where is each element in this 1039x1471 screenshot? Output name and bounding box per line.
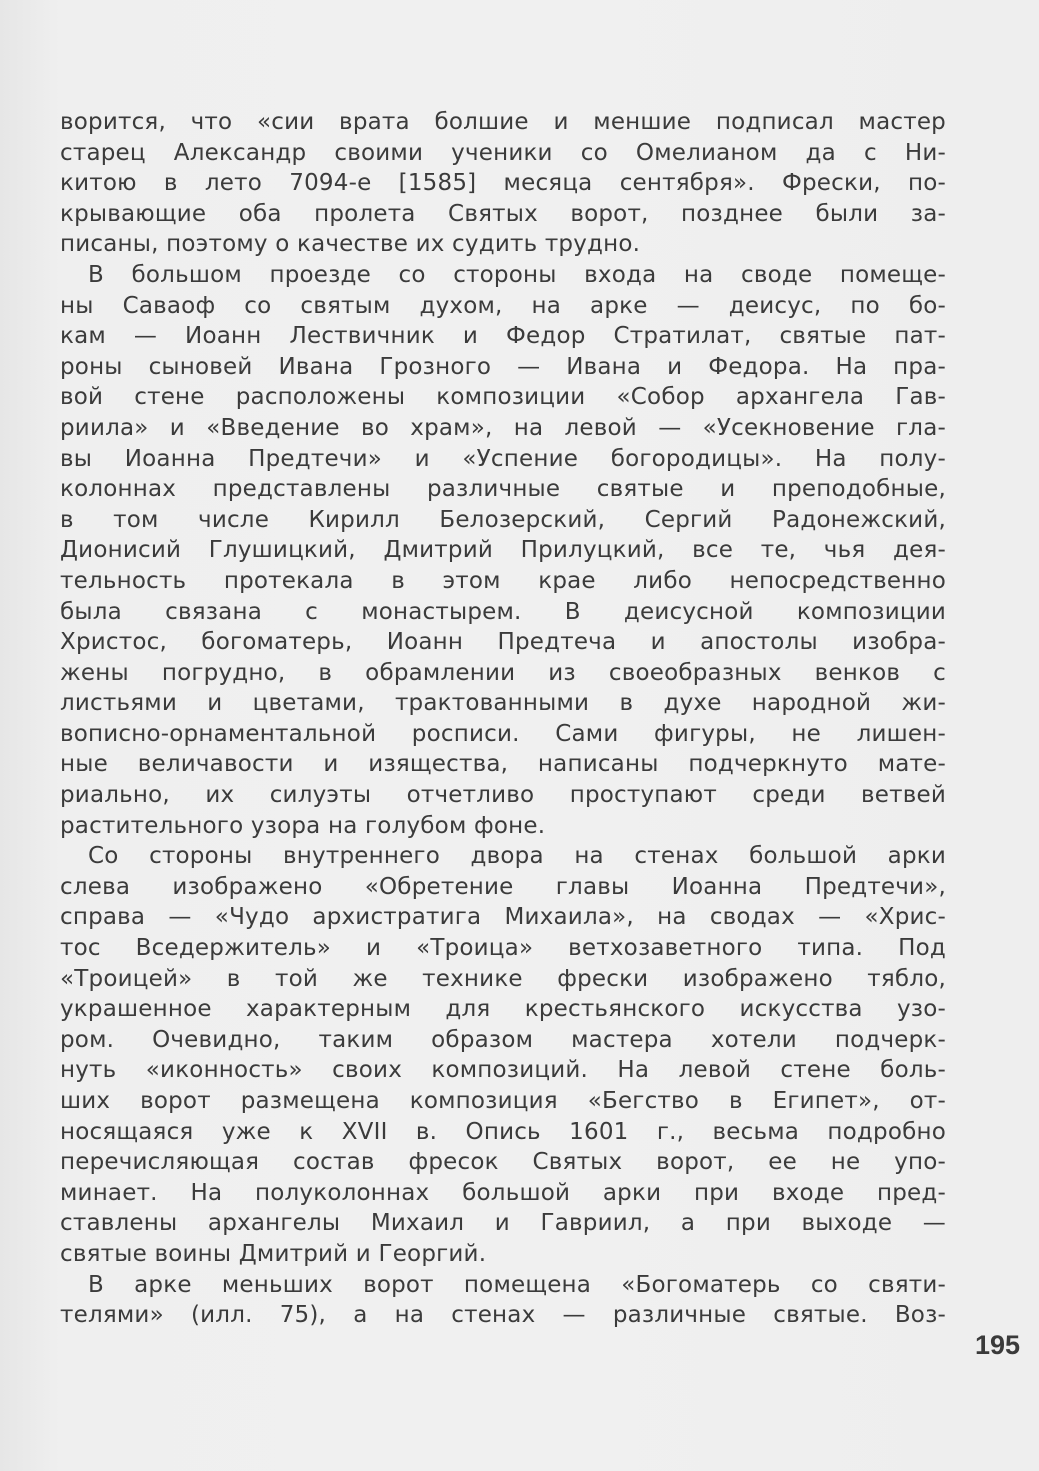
text-line: украшенное характерным для крестьянского искусства узо-: [60, 996, 946, 1023]
text-line: нуть «иконность» своих композиций. На левой стене боль-: [60, 1057, 946, 1084]
text-line: тос Вседержитель» и «Троица» ветхозаветного типа. Под: [60, 935, 946, 962]
text-line: ворится, что «сии врата болшие и меншие подписал мастер: [60, 109, 946, 135]
text-line: была связана с монастырем. В деисусной композиции: [60, 598, 946, 625]
text-line: китою в лето 7094-е [1585] месяца сентября». Фрески, по-: [60, 170, 946, 197]
text-line: ром. Очевидно, таким образом мастера хотели подчерк-: [60, 1026, 946, 1053]
text-line: Со стороны внутреннего двора на стенах большой арки: [88, 843, 946, 870]
text-line: Христос, богоматерь, Иоанн Предтеча и апостолы изобра-: [60, 629, 946, 656]
text-line: ны Саваоф со святым духом, на арке — деисус, по бо-: [60, 292, 946, 319]
text-line: тельность протекала в этом крае либо непосредственно: [60, 567, 946, 594]
page-body: [60, 107, 946, 1331]
text-line: вой стене расположены композиции «Собор архангела Гав-: [60, 384, 946, 411]
paragraph-2: [60, 260, 946, 841]
text-line: растительного узора на голубом фоне.: [60, 812, 546, 839]
text-line: вы Иоанна Предтечи» и «Успение богородицы». На полу-: [60, 445, 946, 472]
text-line: святые воины Дмитрий и Георгий.: [60, 1240, 487, 1267]
text-line: в том числе Кирилл Белозерский, Сергий Радонежский,: [60, 506, 946, 533]
text-line: листьями и цветами, трактованными в духе народной жи-: [60, 690, 946, 717]
text-line: роны сыновей Ивана Грозного — Ивана и Федора. На пра-: [60, 353, 946, 380]
text-line: кам — Иоанн Лествичник и Федор Стратилат, святые пат-: [60, 323, 946, 350]
text-line: Дионисий Глушицкий, Дмитрий Прилуцкий, все те, чья дея-: [60, 537, 946, 564]
text-line: ставлены архангелы Михаил и Гавриил, а при выходе —: [60, 1210, 946, 1237]
text-line: ные величавости и изящества, написаны подчеркнуто мате-: [60, 751, 946, 778]
text-line: ших ворот размещена композиция «Бегство в Египет», от-: [60, 1088, 946, 1114]
paragraph-4: [60, 1270, 946, 1331]
text-line: справа — «Чудо архистратига Михаила», на сводах — «Хрис-: [60, 904, 946, 931]
text-line: минает. На полуколоннах большой арки при входе пред-: [60, 1179, 946, 1206]
text-line: вописно-орнаментальной росписи. Сами фигуры, не лишен-: [60, 720, 946, 747]
text-line: слева изображено «Обретение главы Иоанна Предтечи»,: [60, 873, 946, 900]
page-number: 195: [975, 1330, 1021, 1360]
text-line: «Троицей» в той же технике фрески изображено тябло,: [60, 965, 946, 992]
text-line: колоннах представлены различные святые и преподобные,: [60, 476, 946, 503]
text-line: В арке меньших ворот помещена «Богоматерь со святи-: [88, 1271, 946, 1298]
text-line: риально, их силуэты отчетливо проступают среди ветвей: [60, 782, 946, 809]
text-line: В большом проезде со стороны входа на своде помеще-: [88, 261, 946, 288]
text-line: телями» (илл. 75), а на стенах — различные святые. Воз-: [60, 1302, 946, 1329]
text-line: старец Александр своими ученики со Омелианом да с Ни-: [60, 139, 946, 166]
text-line: перечисляющая состав фресок Святых ворот, ее не упо-: [60, 1149, 946, 1176]
paragraph-3: [60, 841, 946, 1269]
text-line: носящаяся уже к XVII в. Опись 1601 г., весьма подробно: [60, 1118, 946, 1145]
paragraph-1: [60, 107, 946, 260]
text-line: риила» и «Введение во храм», на левой — «Усекновение гла-: [60, 414, 946, 441]
text-line: жены погрудно, в обрамлении из своеобразных венков с: [60, 659, 946, 686]
text-line: писаны, поэтому о качестве их судить трудно.: [60, 231, 641, 258]
text-line: крывающие оба пролета Святых ворот, позднее были за-: [60, 200, 946, 227]
